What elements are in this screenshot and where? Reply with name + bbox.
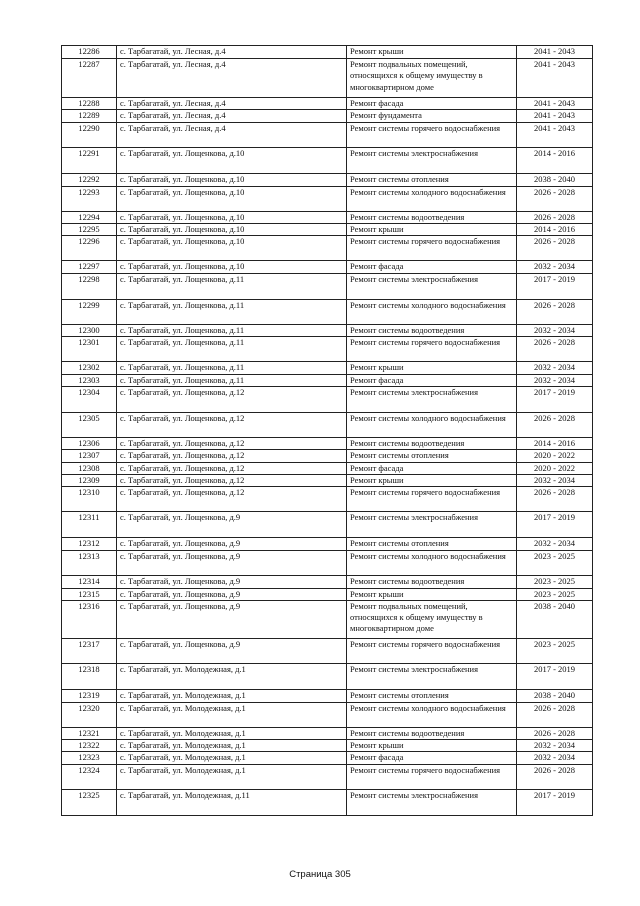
period-cell: 2026 - 2028	[517, 236, 593, 261]
table-row	[62, 173, 593, 186]
work-type-cell: Ремонт системы горячего водоснабжения	[347, 638, 517, 663]
period-cell: 2032 - 2034	[517, 752, 593, 764]
row-number-cell: 12297	[62, 261, 117, 274]
row-number-cell: 12318	[62, 663, 117, 689]
address-cell: с. Тарбагатай, ул. Лощенкова, д.12	[117, 450, 347, 462]
address-cell: с. Тарбагатай, ул. Лощенкова, д.9	[117, 538, 347, 551]
table-row	[62, 387, 593, 413]
table-row	[62, 211, 593, 223]
period-cell: 2026 - 2028	[517, 337, 593, 362]
address-cell: с. Тарбагатай, ул. Лощенкова, д.9	[117, 600, 347, 638]
work-type-cell: Ремонт системы горячего водоснабжения	[347, 122, 517, 147]
table-row	[62, 46, 593, 59]
row-number-cell: 12300	[62, 325, 117, 337]
period-cell: 2017 - 2019	[517, 663, 593, 689]
row-number-cell: 12314	[62, 576, 117, 588]
period-cell: 2032 - 2034	[517, 325, 593, 337]
period-cell: 2032 - 2034	[517, 474, 593, 486]
period-cell: 2017 - 2019	[517, 789, 593, 815]
work-type-cell: Ремонт системы холодного водоснабжения	[347, 413, 517, 438]
row-number-cell: 12288	[62, 98, 117, 110]
work-type-cell: Ремонт системы отопления	[347, 689, 517, 702]
row-number-cell: 12296	[62, 236, 117, 261]
work-type-cell: Ремонт системы водоотведения	[347, 325, 517, 337]
row-number-cell: 12323	[62, 752, 117, 764]
work-type-cell: Ремонт фундамента	[347, 110, 517, 122]
table-row	[62, 362, 593, 374]
address-cell: с. Тарбагатай, ул. Лощенкова, д.12	[117, 474, 347, 486]
work-type-cell: Ремонт крыши	[347, 46, 517, 59]
table-row	[62, 764, 593, 789]
repair-schedule-table	[61, 45, 593, 816]
period-cell: 2023 - 2025	[517, 576, 593, 588]
address-cell: с. Тарбагатай, ул. Лощенкова, д.9	[117, 638, 347, 663]
table-row	[62, 600, 593, 638]
table-row	[62, 689, 593, 702]
period-cell: 2014 - 2016	[517, 223, 593, 235]
work-type-cell: Ремонт фасада	[347, 752, 517, 764]
row-number-cell: 12299	[62, 300, 117, 325]
period-cell: 2023 - 2025	[517, 588, 593, 600]
address-cell: с. Тарбагатай, ул. Лощенкова, д.11	[117, 300, 347, 325]
address-cell: с. Тарбагатай, ул. Лощенкова, д.10	[117, 261, 347, 274]
work-type-cell: Ремонт подвальных помещений, относящихся к общему имуществу в многоквартирном доме	[347, 59, 517, 98]
address-cell: с. Тарбагатай, ул. Лощенкова, д.12	[117, 413, 347, 438]
row-number-cell: 12295	[62, 223, 117, 235]
row-number-cell: 12317	[62, 638, 117, 663]
period-cell: 2041 - 2043	[517, 110, 593, 122]
address-cell: с. Тарбагатай, ул. Молодежная, д.1	[117, 752, 347, 764]
table-row	[62, 223, 593, 235]
address-cell: с. Тарбагатай, ул. Лощенкова, д.11	[117, 325, 347, 337]
work-type-cell: Ремонт фасада	[347, 374, 517, 386]
address-cell: с. Тарбагатай, ул. Лесная, д.4	[117, 122, 347, 147]
work-type-cell: Ремонт системы водоотведения	[347, 727, 517, 739]
work-type-cell: Ремонт системы водоотведения	[347, 576, 517, 588]
address-cell: с. Тарбагатай, ул. Лощенкова, д.12	[117, 438, 347, 450]
address-cell: с. Тарбагатай, ул. Лесная, д.4	[117, 98, 347, 110]
table-row	[62, 325, 593, 337]
work-type-cell: Ремонт системы водоотведения	[347, 211, 517, 223]
period-cell: 2026 - 2028	[517, 186, 593, 211]
period-cell: 2038 - 2040	[517, 689, 593, 702]
work-type-cell: Ремонт крыши	[347, 740, 517, 752]
table-row	[62, 147, 593, 173]
period-cell: 2026 - 2028	[517, 727, 593, 739]
period-cell: 2041 - 2043	[517, 122, 593, 147]
row-number-cell: 12287	[62, 59, 117, 98]
work-type-cell: Ремонт фасада	[347, 462, 517, 474]
table-row	[62, 98, 593, 110]
address-cell: с. Тарбагатай, ул. Молодежная, д.1	[117, 702, 347, 727]
address-cell: с. Тарбагатай, ул. Лесная, д.4	[117, 46, 347, 59]
work-type-cell: Ремонт системы электроснабжения	[347, 387, 517, 413]
work-type-cell: Ремонт системы отопления	[347, 538, 517, 551]
period-cell: 2026 - 2028	[517, 764, 593, 789]
address-cell: с. Тарбагатай, ул. Лощенкова, д.10	[117, 236, 347, 261]
table-row	[62, 186, 593, 211]
row-number-cell: 12313	[62, 551, 117, 576]
table-row	[62, 374, 593, 386]
row-number-cell: 12319	[62, 689, 117, 702]
row-number-cell: 12320	[62, 702, 117, 727]
table-row	[62, 236, 593, 261]
row-number-cell: 12303	[62, 374, 117, 386]
page-number: Страница 305	[289, 869, 351, 880]
period-cell: 2032 - 2034	[517, 538, 593, 551]
period-cell: 2038 - 2040	[517, 173, 593, 186]
period-cell: 2014 - 2016	[517, 438, 593, 450]
period-cell: 2014 - 2016	[517, 147, 593, 173]
row-number-cell: 12322	[62, 740, 117, 752]
row-number-cell: 12306	[62, 438, 117, 450]
period-cell: 2020 - 2022	[517, 462, 593, 474]
address-cell: с. Тарбагатай, ул. Лощенкова, д.10	[117, 186, 347, 211]
work-type-cell: Ремонт системы электроснабжения	[347, 663, 517, 689]
period-cell: 2023 - 2025	[517, 551, 593, 576]
address-cell: с. Тарбагатай, ул. Молодежная, д.1	[117, 764, 347, 789]
work-type-cell: Ремонт системы холодного водоснабжения	[347, 300, 517, 325]
work-type-cell: Ремонт системы отопления	[347, 450, 517, 462]
table-row	[62, 462, 593, 474]
work-type-cell: Ремонт системы электроснабжения	[347, 789, 517, 815]
row-number-cell: 12310	[62, 487, 117, 512]
work-type-cell: Ремонт системы холодного водоснабжения	[347, 186, 517, 211]
table-row	[62, 663, 593, 689]
address-cell: с. Тарбагатай, ул. Молодежная, д.1	[117, 727, 347, 739]
period-cell: 2026 - 2028	[517, 300, 593, 325]
row-number-cell: 12305	[62, 413, 117, 438]
work-type-cell: Ремонт фасада	[347, 261, 517, 274]
period-cell: 2032 - 2034	[517, 740, 593, 752]
period-cell: 2032 - 2034	[517, 374, 593, 386]
table-row	[62, 450, 593, 462]
period-cell: 2026 - 2028	[517, 487, 593, 512]
table-row	[62, 274, 593, 300]
address-cell: с. Тарбагатай, ул. Лощенкова, д.11	[117, 374, 347, 386]
period-cell: 2020 - 2022	[517, 450, 593, 462]
table-row	[62, 752, 593, 764]
table-row	[62, 438, 593, 450]
work-type-cell: Ремонт системы электроснабжения	[347, 147, 517, 173]
row-number-cell: 12286	[62, 46, 117, 59]
work-type-cell: Ремонт крыши	[347, 223, 517, 235]
work-type-cell: Ремонт системы горячего водоснабжения	[347, 236, 517, 261]
row-number-cell: 12325	[62, 789, 117, 815]
table-row	[62, 110, 593, 122]
row-number-cell: 12307	[62, 450, 117, 462]
row-number-cell: 12311	[62, 512, 117, 538]
table-row	[62, 638, 593, 663]
address-cell: с. Тарбагатай, ул. Лощенкова, д.10	[117, 173, 347, 186]
table-row	[62, 740, 593, 752]
table-row	[62, 727, 593, 739]
row-number-cell: 12290	[62, 122, 117, 147]
work-type-cell: Ремонт системы отопления	[347, 173, 517, 186]
address-cell: с. Тарбагатай, ул. Лощенкова, д.9	[117, 588, 347, 600]
address-cell: с. Тарбагатай, ул. Молодежная, д.11	[117, 789, 347, 815]
work-type-cell: Ремонт системы электроснабжения	[347, 274, 517, 300]
table-row	[62, 337, 593, 362]
work-type-cell: Ремонт системы электроснабжения	[347, 512, 517, 538]
period-cell: 2017 - 2019	[517, 512, 593, 538]
address-cell: с. Тарбагатай, ул. Лощенкова, д.10	[117, 211, 347, 223]
work-type-cell: Ремонт системы холодного водоснабжения	[347, 702, 517, 727]
table-row	[62, 261, 593, 274]
period-cell: 2017 - 2019	[517, 387, 593, 413]
row-number-cell: 12293	[62, 186, 117, 211]
table-row	[62, 487, 593, 512]
work-type-cell: Ремонт крыши	[347, 362, 517, 374]
row-number-cell: 12304	[62, 387, 117, 413]
address-cell: с. Тарбагатай, ул. Лощенкова, д.9	[117, 576, 347, 588]
address-cell: с. Тарбагатай, ул. Молодежная, д.1	[117, 663, 347, 689]
work-type-cell: Ремонт фасада	[347, 98, 517, 110]
period-cell: 2032 - 2034	[517, 362, 593, 374]
work-type-cell: Ремонт системы горячего водоснабжения	[347, 764, 517, 789]
work-type-cell: Ремонт системы водоотведения	[347, 438, 517, 450]
period-cell: 2041 - 2043	[517, 59, 593, 98]
row-number-cell: 12308	[62, 462, 117, 474]
period-cell: 2041 - 2043	[517, 98, 593, 110]
period-cell: 2032 - 2034	[517, 261, 593, 274]
table-row	[62, 413, 593, 438]
row-number-cell: 12298	[62, 274, 117, 300]
address-cell: с. Тарбагатай, ул. Лесная, д.4	[117, 59, 347, 98]
table-row	[62, 551, 593, 576]
address-cell: с. Тарбагатай, ул. Лощенкова, д.9	[117, 551, 347, 576]
row-number-cell: 12302	[62, 362, 117, 374]
period-cell: 2017 - 2019	[517, 274, 593, 300]
table-row	[62, 702, 593, 727]
address-cell: с. Тарбагатай, ул. Лощенкова, д.10	[117, 147, 347, 173]
table-row	[62, 122, 593, 147]
table-row	[62, 789, 593, 815]
work-type-cell: Ремонт системы горячего водоснабжения	[347, 487, 517, 512]
work-type-cell: Ремонт системы холодного водоснабжения	[347, 551, 517, 576]
table-row	[62, 538, 593, 551]
work-type-cell: Ремонт крыши	[347, 474, 517, 486]
period-cell: 2026 - 2028	[517, 702, 593, 727]
address-cell: с. Тарбагатай, ул. Лощенкова, д.11	[117, 362, 347, 374]
address-cell: с. Тарбагатай, ул. Лощенкова, д.12	[117, 387, 347, 413]
work-type-cell: Ремонт системы горячего водоснабжения	[347, 337, 517, 362]
address-cell: с. Тарбагатай, ул. Лощенкова, д.11	[117, 274, 347, 300]
table-row	[62, 59, 593, 98]
row-number-cell: 12291	[62, 147, 117, 173]
table-row	[62, 474, 593, 486]
table-row	[62, 588, 593, 600]
row-number-cell: 12301	[62, 337, 117, 362]
period-cell: 2023 - 2025	[517, 638, 593, 663]
table-body	[62, 46, 593, 816]
address-cell: с. Тарбагатай, ул. Молодежная, д.1	[117, 689, 347, 702]
table-row	[62, 576, 593, 588]
work-type-cell: Ремонт подвальных помещений, относящихся к общему имуществу в многоквартирном доме	[347, 600, 517, 638]
table-row	[62, 300, 593, 325]
address-cell: с. Тарбагатай, ул. Лощенкова, д.9	[117, 512, 347, 538]
address-cell: с. Тарбагатай, ул. Лощенкова, д.12	[117, 487, 347, 512]
row-number-cell: 12289	[62, 110, 117, 122]
period-cell: 2041 - 2043	[517, 46, 593, 59]
row-number-cell: 12292	[62, 173, 117, 186]
address-cell: с. Тарбагатай, ул. Лощенкова, д.10	[117, 223, 347, 235]
row-number-cell: 12312	[62, 538, 117, 551]
address-cell: с. Тарбагатай, ул. Лесная, д.4	[117, 110, 347, 122]
work-type-cell: Ремонт крыши	[347, 588, 517, 600]
table-row	[62, 512, 593, 538]
address-cell: с. Тарбагатай, ул. Лощенкова, д.11	[117, 337, 347, 362]
period-cell: 2026 - 2028	[517, 413, 593, 438]
address-cell: с. Тарбагатай, ул. Лощенкова, д.12	[117, 462, 347, 474]
row-number-cell: 12316	[62, 600, 117, 638]
row-number-cell: 12309	[62, 474, 117, 486]
row-number-cell: 12324	[62, 764, 117, 789]
period-cell: 2026 - 2028	[517, 211, 593, 223]
address-cell: с. Тарбагатай, ул. Молодежная, д.1	[117, 740, 347, 752]
row-number-cell: 12315	[62, 588, 117, 600]
row-number-cell: 12294	[62, 211, 117, 223]
row-number-cell: 12321	[62, 727, 117, 739]
period-cell: 2038 - 2040	[517, 600, 593, 638]
